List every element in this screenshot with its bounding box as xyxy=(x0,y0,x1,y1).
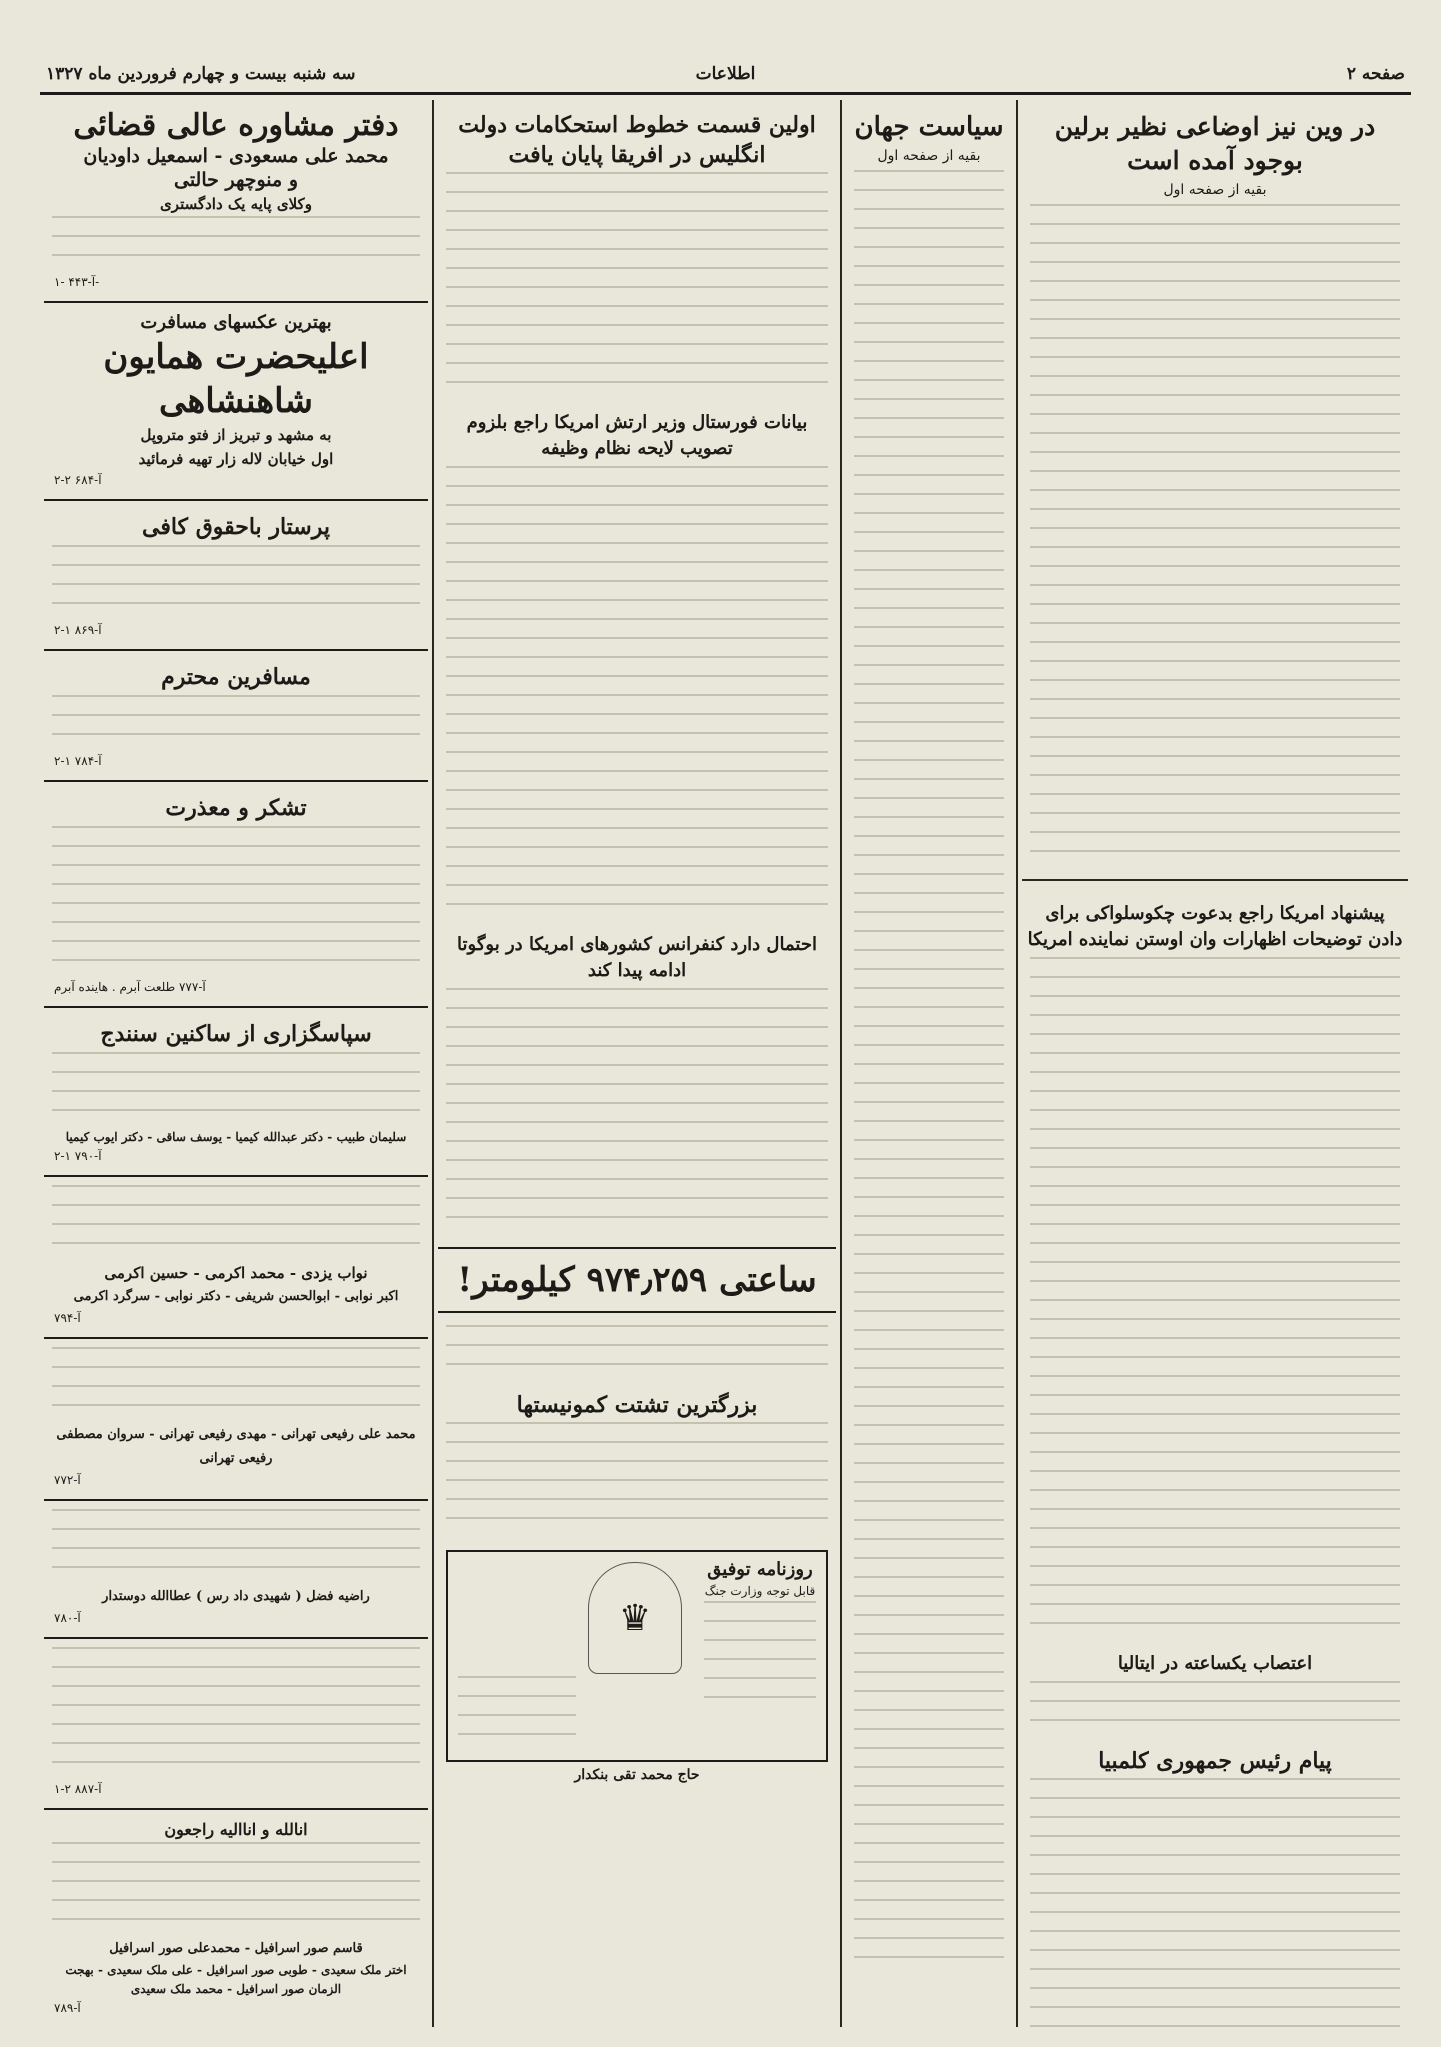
ad7-line: نواب یزدی - محمد اکرمی - حسین اکرمی xyxy=(104,1264,368,1282)
crown-emblem-icon: ♛ xyxy=(588,1562,682,1674)
czech-article xyxy=(1022,957,1408,1641)
column-africa xyxy=(438,100,836,2027)
paper-name: اطلاعات xyxy=(695,64,756,84)
africa-article xyxy=(438,172,836,400)
ad5-title: تشکر و معذرت xyxy=(165,795,307,821)
ad-photos xyxy=(44,303,428,501)
page-header xyxy=(40,60,1411,90)
ad5-code: آ-۷۷۷ طلعت آبرم . هاینده آبرم xyxy=(54,980,206,994)
ad9-line: راضیه فضل ( شهیدی داد رس ) عطاالله دوستدار xyxy=(102,1589,370,1604)
speed-record-headline: ساعتی ۹۷۴٫۲۵۹ کیلومتر! xyxy=(438,1247,836,1313)
ad7-line2: اکبر نوابی - ابوالحسن شریفی - دکتر نوابی - سرگرد اکرمی xyxy=(73,1289,399,1304)
communist-headline: بزرگترین تشتت کمونیستها xyxy=(516,1392,758,1418)
czech-headline: پیشنهاد امریکا راجع بدعوت چکوسلواکی برای دادن توضیحات اظهارات وان اوستن نماینده امریکا xyxy=(1027,903,1403,950)
ad11-line2: اختر ملک سعیدی - طوبی صور اسرافیل - علی ملک سعیدی - بهجت الزمان صور اسرافیل - محمد ملک سعیدی xyxy=(65,1963,407,1996)
ad4-code: آ-۷۸۴ ۱-۲ xyxy=(54,754,102,768)
header-rule xyxy=(40,92,1411,95)
ad-navab xyxy=(44,1177,428,1339)
speed-article xyxy=(438,1325,836,1382)
tofigh-title: روزنامه توفیق xyxy=(707,1559,813,1580)
column-rule xyxy=(432,100,434,2027)
tofigh-signature: حاج محمد تقی بنکدار xyxy=(574,1767,700,1783)
ad-legal-office xyxy=(44,100,428,303)
ad11-line: قاسم صور اسرافیل - محمدعلی صور اسرافیل xyxy=(109,1941,363,1956)
world-politics-kicker: بقیه از صفحه اول xyxy=(877,148,981,164)
ad6-title: سپاسگزاری از ساکنین سنندج xyxy=(100,1021,372,1047)
ad-fazl xyxy=(44,1501,428,1639)
africa-headline: اولین قسمت خطوط استحکامات دولت انگلیس در افریقا پایان یافت xyxy=(458,112,816,168)
ad-travelers xyxy=(44,651,428,782)
world-politics-headline: سیاست جهان xyxy=(854,112,1004,142)
ad6-code: آ-۷۹۰ ۱-۲ xyxy=(54,1149,102,1163)
colombia-article xyxy=(1022,1778,1408,2027)
vienna-kicker: بقیه از صفحه اول xyxy=(1163,182,1267,198)
ad1-title: دفتر مشاوره عالی قضائی xyxy=(73,108,399,143)
vienna-article xyxy=(1022,204,1408,869)
ad1-names: محمد علی مسعودی - اسمعیل داودیان xyxy=(83,145,389,167)
tofigh-subtitle: قابل توجه وزارت جنگ xyxy=(704,1584,816,1598)
divider xyxy=(1022,879,1408,881)
ad-nurse xyxy=(44,501,428,651)
forrestal-article xyxy=(438,466,836,922)
bogota-headline: احتمال دارد کنفرانس کشورهای امریکا در بوگوتا ادامه پیدا کند xyxy=(457,934,817,981)
ad1-names2: و منوچهر حالتی xyxy=(173,169,298,191)
ad-mourning xyxy=(44,1639,428,1810)
issue-date: سه شنبه بیست و چهارم فروردین ماه ۱۳۲۷ xyxy=(46,64,356,84)
ad-rafiee xyxy=(44,1339,428,1501)
forrestal-headline: بیانات فورستال وزیر ارتش امریکا راجع بلزوم تصویب لایحه نظام وظیفه xyxy=(466,412,808,459)
ad-sanandaj xyxy=(44,1008,428,1177)
communist-article xyxy=(438,1422,836,1536)
ad3-title: پرستار باحقوق کافی xyxy=(142,514,330,540)
ad-sur-esrafil xyxy=(44,1810,428,2027)
ad1-code: آ-۴۴۳ -۱- xyxy=(54,275,100,289)
column-world-news xyxy=(1022,100,1408,2027)
italy-article xyxy=(1022,1681,1408,1738)
ad1-role: وکلای پایه یک دادگستری xyxy=(160,195,312,213)
ad2-title: بهترین عکسهای مسافرت xyxy=(140,312,332,333)
ad4-title: مسافرین محترم xyxy=(161,664,311,690)
tofigh-box xyxy=(446,1550,828,1762)
vienna-headline: در وین نیز اوضاعی نظیر برلین بوجود آمده است xyxy=(1054,112,1376,175)
italy-strike-headline: اعتصاب یکساعته در ایتالیا xyxy=(1117,1653,1313,1674)
ad-thanks xyxy=(44,782,428,1008)
ad2-big: اعلیحضرت همایون شاهنشاهی xyxy=(103,337,369,421)
page-number: صفحه ۲ xyxy=(1346,64,1405,84)
column-world-politics xyxy=(846,100,1012,2027)
ad8-line: محمد علی رفیعی تهرانی - مهدی رفیعی تهرانی - سروان مصطفی رفیعی تهرانی xyxy=(56,1427,416,1466)
ad11-code: آ-۷۸۹ xyxy=(54,2001,81,2015)
column-ads xyxy=(44,100,428,2027)
bogota-article xyxy=(438,988,836,1235)
ad2-line: به مشهد و تبریز از فتو متروپل xyxy=(140,426,332,444)
world-politics-article xyxy=(846,170,1012,1975)
ad8-code: آ-۷۷۲ xyxy=(54,1473,81,1487)
ad3-code: آ-۸۶۹ ۱-۲ xyxy=(54,623,102,637)
ad2-line2: اول خیابان لاله زار تهیه فرمائید xyxy=(138,450,334,468)
ad10-code: آ-۸۸۷ ۲-۱ xyxy=(54,1782,102,1796)
column-rule xyxy=(840,100,842,2027)
ad2-code: آ-۶۸۴ ۲-۲ xyxy=(54,473,102,487)
column-rule xyxy=(1016,100,1018,2027)
ad7-code: آ-۷۹۴ xyxy=(54,1311,81,1325)
ad11-title: انالله و اناالیه راجعون xyxy=(164,1820,308,1839)
colombia-headline: پیام رئیس جمهوری کلمبیا xyxy=(1098,1748,1332,1774)
ad6-sign: سلیمان طبیب - دکتر عبدالله کیمیا - یوسف ساقی - دکتر ایوب کیمیا xyxy=(65,1130,407,1144)
ad9-code: آ-۷۸۰ xyxy=(54,1611,81,1625)
